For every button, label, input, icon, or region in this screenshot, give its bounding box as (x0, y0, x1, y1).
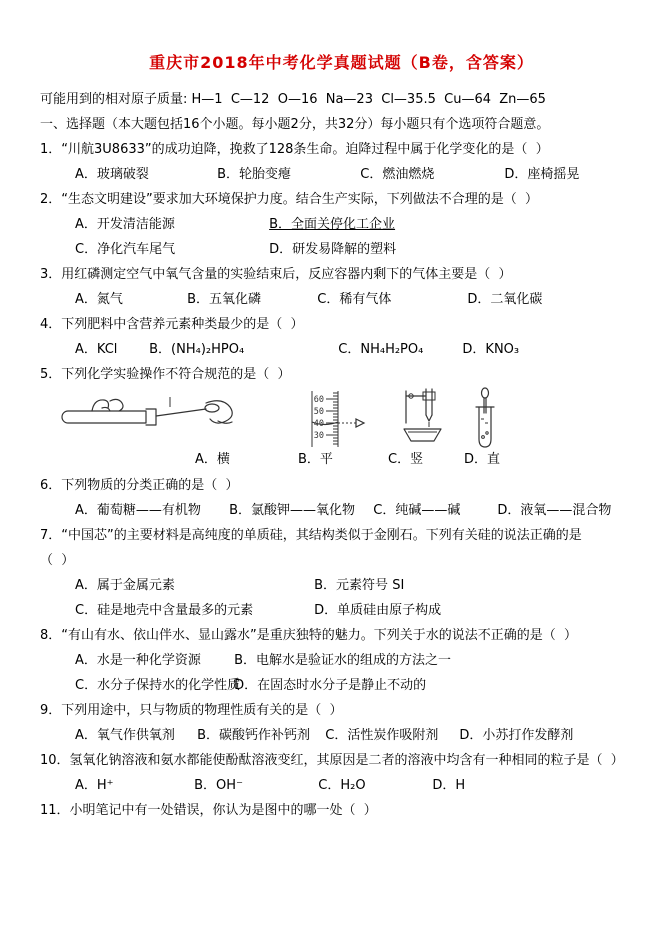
question-2-options-row1 (40, 212, 643, 237)
question-2-option-d: D．研发易降解的塑料 (269, 242, 397, 257)
question-1-option-a: A．玻璃破裂 (75, 167, 149, 182)
question-7-option-b: B．元素符号 SI (314, 578, 405, 593)
question-3-option-a: A．氮气 (75, 292, 123, 307)
question-7-option-a: A．属于金属元素 (75, 578, 175, 593)
question-10-options (40, 773, 643, 798)
question-10-option-a: A．H⁺ (75, 778, 114, 793)
question-9 (40, 698, 643, 748)
question-7 (40, 523, 643, 623)
question-7-option-d: D．单质硅由原子构成 (314, 603, 442, 618)
question-6-option-a: A．葡萄糖——有机物 (75, 503, 201, 518)
question-1-stem: 1．“川航3U8633”的成功迫降，挽救了128条生命。迫降过程中属于化学变化的是（ ） (40, 142, 549, 157)
question-5-option-a: A．横 (195, 452, 230, 467)
section-header: 一、选择题（本大题包括16个小题。每小题2分，共32分）每小题只有个选项符合题意。 (40, 117, 550, 132)
question-3-options (40, 287, 643, 312)
question-9-option-b: B．碳酸钙作补钙剂 (197, 728, 311, 743)
question-5-option-b: B．平 (298, 452, 333, 467)
cylinder-scale-figure (298, 389, 370, 449)
question-7-stem-cont: （ ） (40, 553, 75, 568)
question-7-options-row2 (40, 598, 643, 623)
question-8-options-row2 (40, 673, 643, 698)
question-2-options-row2 (40, 237, 643, 262)
question-4-stem: 4．下列肥料中含营养元素种类最少的是（ ） (40, 317, 304, 332)
question-4-option-b: B．(NH₄)₂HPO₄ (149, 342, 245, 357)
question-10-stem: 10．氢氧化钠溶液和氨水都能使酚酞溶液变红，其原因是二者的溶液中均含有一种相同的粒子是（ ） (40, 753, 624, 768)
question-3-stem: 3．用红磷测定空气中氧气含量的实验结束后，反应容器内剩下的气体主要是（ ） (40, 267, 512, 282)
stand-dish-icon (395, 387, 449, 447)
question-1-option-d: D．座椅摇晃 (504, 167, 580, 182)
question-6-option-b: B．氯酸钾——氧化物 (229, 503, 356, 518)
question-6-stem: 6．下列物质的分类正确的是（ ） (40, 478, 239, 493)
question-8-option-b: B．电解水是验证水的组成的方法之一 (234, 653, 452, 668)
question-6-option-c: C．纯碱——碱 (373, 503, 461, 518)
question-9-options (40, 723, 643, 748)
scale-tick-40: 40 (313, 419, 324, 429)
scale-tick-50: 50 (313, 407, 324, 417)
question-1-option-b: B．轮胎变瘪 (217, 167, 292, 182)
question-11 (40, 798, 643, 823)
question-11-stem: 11．小明笔记中有一处错误，你认为是图中的哪一处（ ） (40, 803, 377, 818)
question-9-option-a: A．氧气作供氧剂 (75, 728, 175, 743)
question-6-options (40, 498, 643, 523)
question-2-option-a: A．开发清洁能源 (75, 217, 175, 232)
question-9-stem: 9．下列用途中，只与物质的物理性质有关的是（ ） (40, 703, 343, 718)
question-4-options (40, 337, 643, 362)
question-3-option-b: B．五氧化磷 (187, 292, 262, 307)
question-10-option-d: D．H (432, 778, 466, 793)
question-8-option-c: C．水分子保持水的化学性质 (75, 678, 241, 693)
question-1-options (40, 162, 643, 187)
question-10-option-c: C．H₂O (318, 778, 366, 793)
vertical-testtube-icon (470, 387, 500, 451)
question-8-option-d: D．在固态时水分子是静止不动的 (234, 678, 427, 693)
question-9-option-d: D．小苏打作发酵剂 (459, 728, 574, 743)
question-3-option-d: D．二氧化碳 (467, 292, 543, 307)
eye-sightline-arrow (356, 419, 364, 427)
stand-dish-figure (395, 387, 449, 447)
question-1-option-c: C．燃油燃烧 (360, 167, 435, 182)
question-4 (40, 312, 643, 362)
question-6 (40, 473, 643, 523)
question-3-option-c: C．稀有气体 (317, 292, 392, 307)
question-8 (40, 623, 643, 698)
question-2 (40, 187, 643, 262)
question-9-option-c: C．活性炭作吸附剂 (325, 728, 439, 743)
question-2-stem: 2．“生态文明建设”要求加大环境保护力度。结合生产实际，下列做法不合理的是（ ） (40, 192, 539, 207)
scale-tick-60: 60 (313, 395, 324, 405)
question-10 (40, 748, 643, 798)
question-5-figures (40, 387, 643, 473)
vertical-testtube-figure (470, 387, 500, 451)
question-8-stem: 8．“有山有水、依山伴水、显山露水”是重庆独特的魅力。下列关于水的说法不正确的是（ ） (40, 628, 578, 643)
question-6-option-d: D．液氧——混合物 (497, 503, 612, 518)
question-5-option-d: D．直 (464, 452, 501, 467)
question-8-option-a: A．水是一种化学资源 (75, 653, 201, 668)
question-4-option-a: A．KCl (75, 342, 118, 357)
question-4-option-c: C．NH₄H₂PO₄ (338, 342, 424, 357)
question-7-option-c: C．硅是地壳中含量最多的元素 (75, 603, 254, 618)
question-2-option-b: B．全面关停化工企业 (269, 217, 396, 232)
question-5-option-c: C．竖 (388, 452, 424, 467)
question-1 (40, 137, 643, 187)
cylinder-scale-icon (298, 389, 370, 449)
scale-tick-30: 30 (313, 431, 324, 441)
question-5-stem: 5．下列化学实验操作不符合规范的是（ ） (40, 367, 291, 382)
question-10-option-b: B．OH⁻ (194, 778, 243, 793)
question-8-options-row1 (40, 648, 643, 673)
question-3 (40, 262, 643, 312)
question-4-option-d: D．KNO₃ (462, 342, 520, 357)
question-2-option-c: C．净化汽车尾气 (75, 242, 176, 257)
horizontal-testtube-figure (58, 389, 243, 439)
atomic-mass-line: 可能用到的相对原子质量: H—1 C—12 O—16 Na—23 Cl—35.5 Cu—64 Zn—65 (40, 92, 546, 107)
question-7-options-row1 (40, 573, 643, 598)
page-title: 重庆市2018年中考化学真题试题（B卷，含答案） (149, 53, 534, 72)
question-5 (40, 362, 643, 473)
question-7-stem: 7．“中国芯”的主要材料是高纯度的单质硅，其结构类似于金刚石。下列有关硅的说法正确的是 (40, 528, 582, 543)
horizontal-testtube-icon (58, 389, 243, 439)
